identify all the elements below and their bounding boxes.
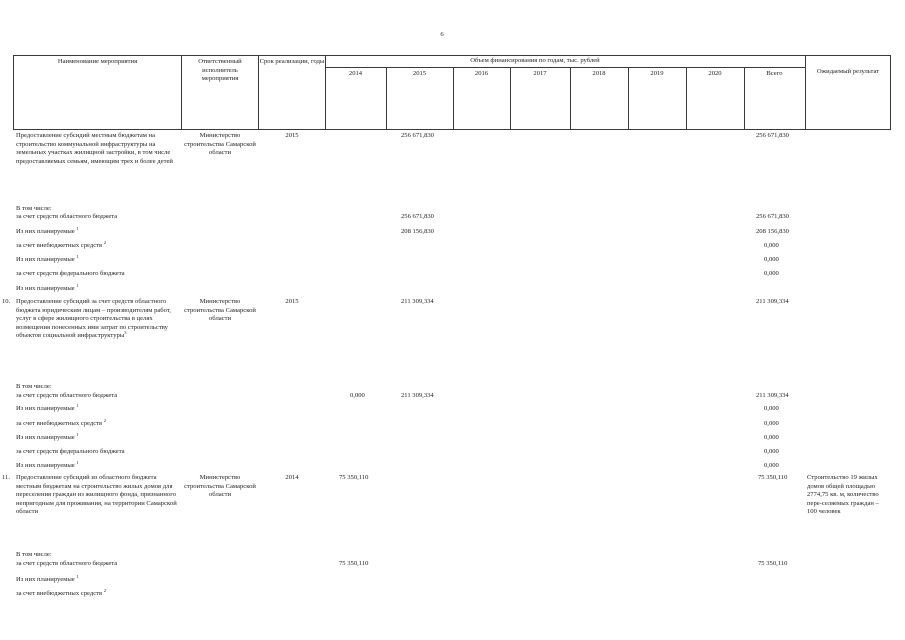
row-9-sub-3-label: за счет внебюджетных средств $^2$ [16, 240, 107, 249]
row-9-sub-1-label: за счет средств областного бюджета [16, 213, 118, 220]
row-10-sub-6-label: Из них планируемые $^1$ [16, 460, 79, 469]
page-number: 6 [440, 31, 444, 38]
col-line-executor [181, 55, 182, 130]
row-10-sub-1-2014: 0,000 [350, 392, 365, 399]
header-year-2020: 2020 [708, 70, 722, 77]
row-10-sub-4-label: Из них планируемые $^1$ [16, 432, 79, 441]
row-9-sub-5-label: за счет средств федерального бюджета [16, 270, 125, 277]
row-9-incl: В том числе: [16, 205, 52, 212]
row-11-sub-2-label: Из них планируемые $^1$ [16, 574, 79, 583]
header-year-2019: 2019 [650, 70, 664, 77]
row-9-sub-2-2015: 208 156,830 [401, 228, 434, 235]
row-10-num: 10. [2, 298, 11, 305]
row-9-name: Предоставление субсидий местным бюджетам на строительство коммунальной инфраструктуры на земельных участках жилищной застройки, в том числе предоставляемых семьям, имеющим трех и более детей [16, 132, 173, 165]
row-10-sub-4-total: 0,000 [764, 434, 779, 441]
header-executor: Ответственный исполнитель мероприятия [198, 58, 242, 83]
col-line-right [890, 55, 891, 130]
row-9-sub-4-total: 0,000 [764, 256, 779, 263]
row-11-executor: Министерство строительства Самарской области [184, 474, 256, 499]
row-11-sub-3-label: за счет внебюджетных средств $^2$ [16, 588, 107, 597]
row-10-sub-5-total: 0,000 [764, 448, 779, 455]
row-9-sub-1-total: 256 671,830 [756, 213, 789, 220]
row-10-sub-3-label: за счет внебюджетных средств $^2$ [16, 418, 107, 427]
header-name: Наименование мероприятия [57, 58, 138, 65]
row-11-name: Предоставление субсидий из областного бюджета местным бюджетам на строительство жилых домов для переселения граждан из жилищного фонда, признанного непригодным для проживания, на территории Самарской области [16, 474, 177, 516]
col-line-result [805, 55, 806, 130]
row-10-sub-1-total: 211 309,334 [756, 392, 789, 399]
row-9-sub-3-total: 0,000 [764, 242, 779, 249]
header-year-2017: 2017 [533, 70, 547, 77]
row-11-result: Строительство 19 жилых домов общей площадью 2774,75 кв. м, количество пере-селяемых граждан – 100 человек [807, 474, 879, 516]
header-result: Ожидаемый результат [816, 68, 880, 75]
header-year-2016: 2016 [474, 70, 489, 77]
row-11-incl: В том числе: [16, 551, 52, 558]
header-year-2014: 2014 [348, 70, 363, 77]
row-10-sub-6-total: 0,000 [764, 462, 779, 469]
row-11-sub-1-total: 75 350,110 [758, 560, 788, 567]
row-10-sub-5-label: за счет средств федерального бюджета [16, 448, 125, 455]
header-year-2015: 2015 [412, 70, 427, 77]
row-10-sub-1-label: за счет средств областного бюджета [16, 392, 118, 399]
row-11-num: 11. [2, 474, 10, 481]
row-10-sub-1-2015: 211 309,334 [401, 392, 434, 399]
row-10-sub-2-total: 0,000 [764, 405, 779, 412]
row-9-period: 2015 [285, 132, 299, 139]
header-financing: Объем финансирования по годам, тыс. рублей [470, 57, 600, 64]
row-10-sub-2-label: Из них планируемые $^1$ [16, 403, 79, 412]
row-11-sub-1-label: за счет средств областного бюджета [16, 560, 118, 567]
row-9-sub-2-label: Из них планируемые $^1$ [16, 226, 79, 235]
row-9-total: 256 671,830 [756, 132, 789, 139]
row-10-name: Предоставление субсидий за счет средств областного бюджета юридическим лицам – производителям работ, услуг в сфере жилищного строительства в целях возмещения понесенных ими затрат по строительству объектов социальной инфраструктуры$^3$ [16, 298, 171, 340]
header-year-2018: 2018 [592, 70, 606, 77]
header-bottom-line [13, 129, 891, 130]
row-10-incl: В том числе: [16, 383, 52, 390]
row-10-total: 211 309,334 [756, 298, 789, 305]
row-9-sub-4-label: Из них планируемые $^1$ [16, 254, 79, 263]
row-10-sub-3-total: 0,000 [764, 420, 779, 427]
row-10-2015: 211 309,334 [401, 298, 434, 305]
header-year-total: Всего [766, 70, 783, 77]
row-9-sub-1-2015: 256 671,830 [401, 213, 434, 220]
row-11-total: 75 350,110 [758, 474, 788, 481]
row-10-executor: Министерство строительства Самарской области [184, 298, 256, 323]
row-11-sub-1-2014: 75 350,110 [339, 560, 369, 567]
row-11-2014: 75 350,110 [339, 474, 369, 481]
row-9-executor: Министерство строительства Самарской области [184, 132, 256, 157]
row-11-period: 2014 [285, 474, 299, 481]
row-9-sub-2-total: 208 156,830 [756, 228, 789, 235]
header-top-line [13, 55, 891, 56]
row-9-sub-5-total: 0,000 [764, 270, 779, 277]
row-9-sub-6-label: Из них планируемые $^1$ [16, 283, 79, 292]
header-period: Срок реализации, годы [259, 58, 325, 65]
row-10-period: 2015 [285, 298, 299, 305]
col-line-2014 [325, 55, 326, 130]
header-years-line [325, 67, 805, 68]
row-9-2015: 256 671,830 [401, 132, 434, 139]
